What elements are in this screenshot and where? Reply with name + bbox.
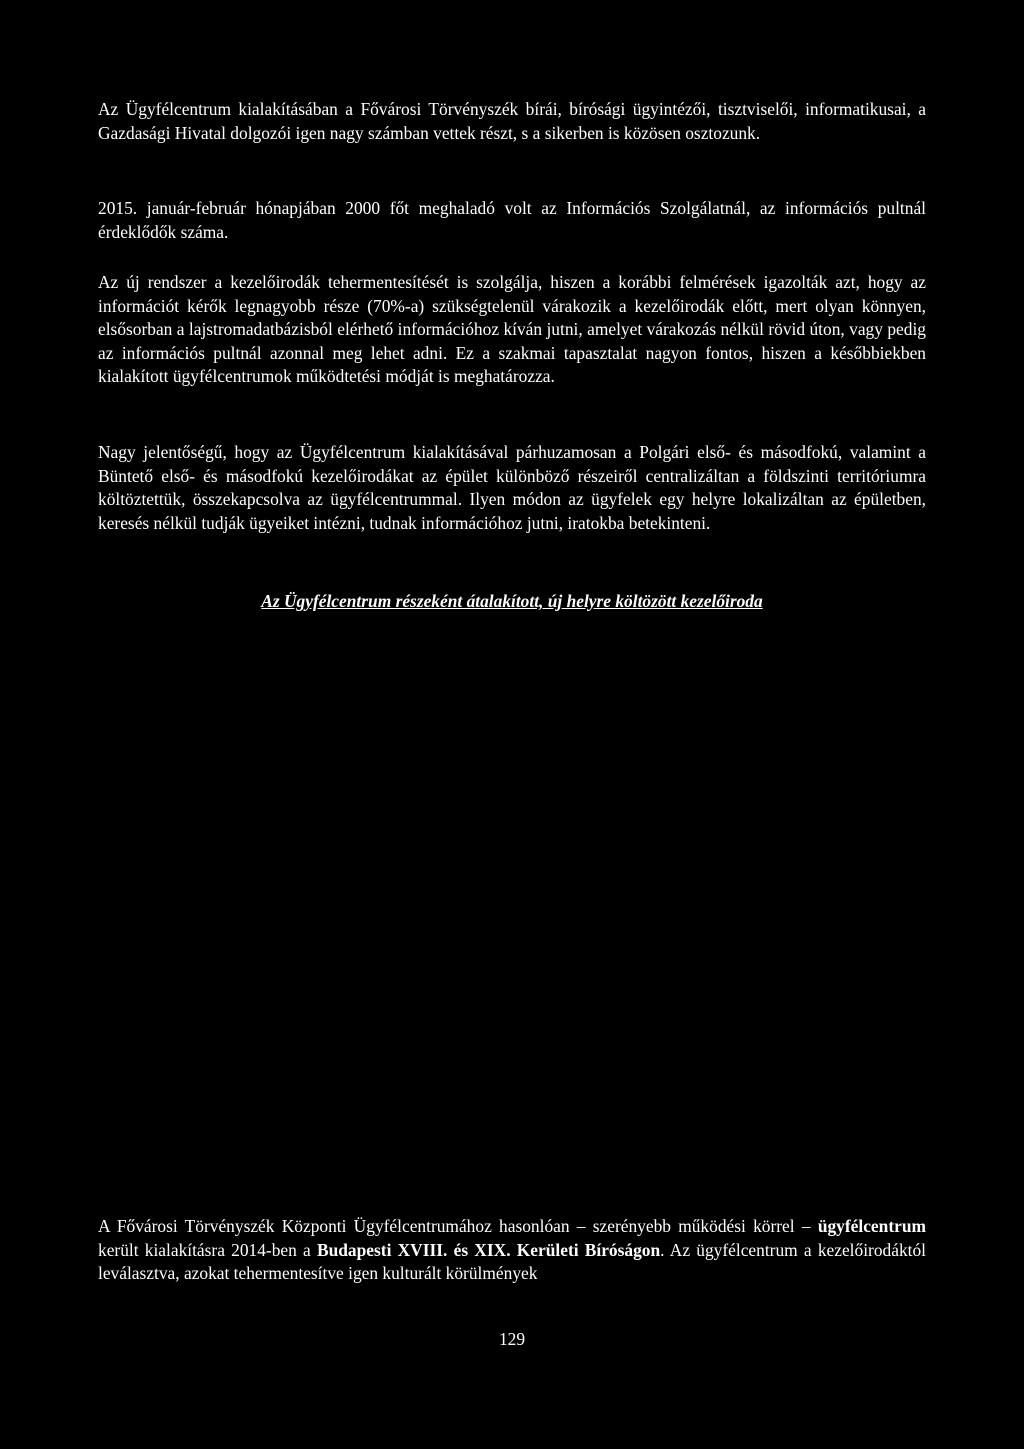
paragraph-text-segment: . Az ügyfélcentrum a kezelőirodáktól leválasztva, azokat tehermentesítve igen kulturált körülmények bbox=[98, 1239, 926, 1283]
paragraph-visitor-count: 2015. január-február hónapjában 2000 főt meghaladó volt az Információs Szolgálatnál, az információs pultnál érdeklődők száma. bbox=[98, 198, 926, 242]
photo-caption: Az Ügyfélcentrum részeként átalakított, új helyre költözött kezelőiroda bbox=[261, 591, 763, 611]
page-number: 129 bbox=[498, 1329, 526, 1349]
paragraph-participation: Az Ügyfélcentrum kialakításában a Fővárosi Törvényszék bírái, bírósági ügyintézői, tisztviselői, informatikusai, a Gazdasági Hivatal dolgozói igen nagy számban vettek részt, s a sikerben is közösen osztozunk. bbox=[98, 99, 926, 143]
paragraph-text-segment: került kialakításra 2014-ben a bbox=[98, 1239, 317, 1260]
bold-term-court-name: Budapesti XVIII. és XIX. Kerületi Bíróságon bbox=[316, 1239, 661, 1260]
photo-placeholder bbox=[98, 625, 926, 1195]
paragraph-new-system: Az új rendszer a kezelőirodák tehermentesítését is szolgálja, hiszen a korábbi felmérések igazolták azt, hogy az információt kérők legnagyobb része (70%-a) szükségtelenül várakozik a kezelőirodák előtt, mert olyan könnyen, elsősorban a lajstromadatbázisból elérhető információhoz kíván jutni, amelyet várakozás nélkül rövid úton, vagy pedig az információs pultnál azonnal meg lehet adni. Ez a szakmai tapasztalat nagyon fontos, hiszen a későbbiekben kialakított ügyfélcentrumok működtetési módját is meghatározza. bbox=[98, 272, 926, 386]
bold-term-ugyfelcentrum: ügyfélcentrum bbox=[817, 1216, 926, 1236]
paragraph-text-segment: A Fővárosi Törvényszék Központi Ügyfélcentrumához hasonlóan – szerényebb működési körrel – bbox=[98, 1216, 818, 1236]
paragraph-relocation: Nagy jelentőségű, hogy az Ügyfélcentrum kialakításával párhuzamosan a Polgári első- és másodfokú, valamint a Büntető első- és másodfokú kezelőirodákat az épület különböző részeiről centralizáltan a földszinti territóriumra költöztettük, összekapcsolva az ügyfélcentrummal. Ilyen módon az ügyfelek egy helyre lokalizáltan az épületben, keresés nélkül tudják ügyeiket intézni, tudnak információhoz jutni, iratokba betekinteni. bbox=[98, 442, 926, 533]
paragraph-district-court bbox=[98, 1215, 926, 1286]
